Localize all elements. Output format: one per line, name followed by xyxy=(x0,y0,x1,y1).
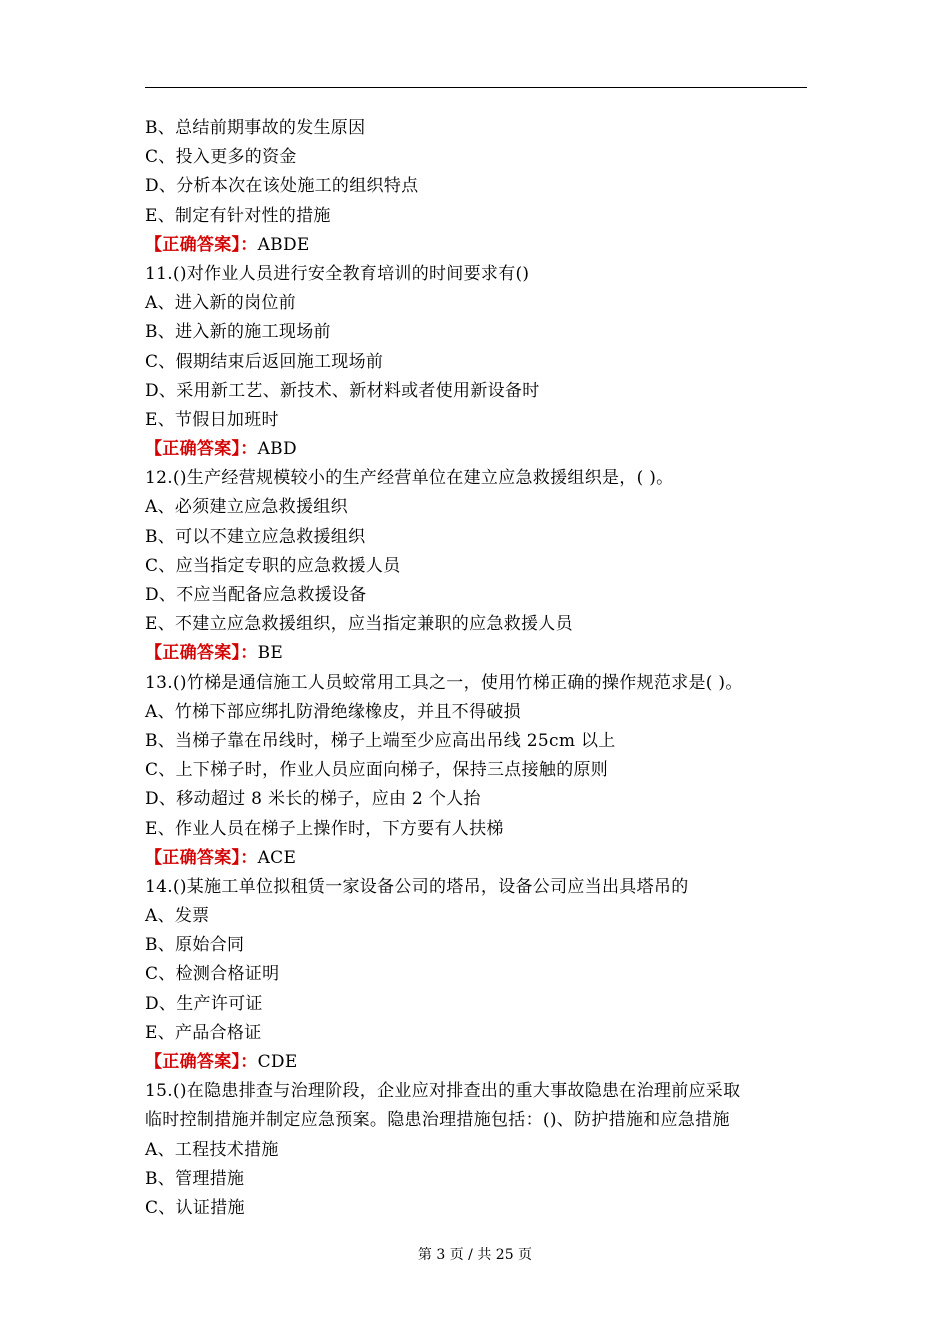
option-text: A、竹梯下部应绑扎防滑绝缘橡皮，并且不得破损 xyxy=(145,701,521,722)
option-text: D、不应当配备应急救援设备 xyxy=(145,585,367,605)
correct-answer-line xyxy=(145,435,810,464)
correct-answer-value: BE xyxy=(257,643,284,664)
option-text: E、节假日加班时 xyxy=(145,409,279,430)
option-text: C、应当指定专职的应急救援人员 xyxy=(145,555,401,576)
option-text: E、不建立应急救援组织，应当指定兼职的应急救援人员 xyxy=(145,614,573,635)
correct-answer-label: 【正确答案】： xyxy=(145,1052,258,1072)
option-text: B、当梯子靠在吊线时，梯子上端至少应高出吊线 25cm 以上 xyxy=(145,730,616,751)
header-rule xyxy=(145,87,807,88)
question-text: 临时控制措施并制定应急预案。隐患治理措施包括：()、防护措施和应急措施 xyxy=(145,1110,730,1131)
option-text: A、必须建立应急救援组织 xyxy=(145,497,348,518)
question-text: 15.()在隐患排查与治理阶段，企业应对排查出的重大事故隐患在治理前应采取 xyxy=(145,1081,741,1102)
correct-answer-value: ABDE xyxy=(257,234,310,255)
question-text: 11.()对作业人员进行安全教育培训的时间要求有() xyxy=(145,263,530,284)
option-text: D、分析本次在该处施工的组织特点 xyxy=(145,176,419,197)
option-text: A、进入新的岗位前 xyxy=(145,293,296,314)
correct-answer-line xyxy=(145,231,810,260)
option-text: C、假期结束后返回施工现场前 xyxy=(145,351,384,372)
correct-answer-value: CDE xyxy=(257,1052,298,1072)
page-footer: 第 3 页 / 共 25 页 xyxy=(417,1247,533,1263)
correct-answer-line xyxy=(145,639,810,668)
option-text: B、进入新的施工现场前 xyxy=(145,322,331,343)
document-body xyxy=(145,114,810,1223)
correct-answer-line xyxy=(145,844,810,873)
option-text: B、可以不建立应急救援组织 xyxy=(145,526,366,547)
option-text: E、制定有针对性的措施 xyxy=(145,205,331,226)
question-text: 14.()某施工单位拟租赁一家设备公司的塔吊，设备公司应当出具塔吊的 xyxy=(145,876,689,897)
option-text: D、采用新工艺、新技术、新材料或者使用新设备时 xyxy=(145,380,540,401)
option-text: D、生产许可证 xyxy=(145,993,263,1014)
option-text: C、上下梯子时，作业人员应面向梯子，保持三点接触的原则 xyxy=(145,760,609,781)
option-text: E、产品合格证 xyxy=(145,1022,262,1043)
correct-answer-line xyxy=(145,1048,810,1077)
option-text: C、检测合格证明 xyxy=(145,964,280,985)
option-text: C、认证措施 xyxy=(145,1197,245,1218)
option-text: A、发票 xyxy=(145,906,210,927)
option-text: B、原始合同 xyxy=(145,935,245,956)
option-text: A、工程技术措施 xyxy=(145,1139,279,1160)
option-text: B、管理措施 xyxy=(145,1168,245,1189)
correct-answer-label: 【正确答案】： xyxy=(145,847,258,868)
option-text: C、投入更多的资金 xyxy=(145,147,297,168)
correct-answer-label: 【正确答案】： xyxy=(145,234,258,255)
question-text: 13.()竹梯是通信施工人员蛟常用工具之一，使用竹梯正确的操作规范求是( )。 xyxy=(145,672,743,693)
question-text: 12.()生产经营规模较小的生产经营单位在建立应急救援组织是，( )。 xyxy=(145,468,674,489)
correct-answer-value: ACE xyxy=(257,847,297,868)
option-text: D、移动超过 8 米长的梯子，应由 2 个人抬 xyxy=(145,789,481,810)
correct-answer-label: 【正确答案】： xyxy=(145,643,258,664)
correct-answer-label: 【正确答案】： xyxy=(145,439,258,460)
option-text: B、总结前期事故的发生原因 xyxy=(145,118,366,138)
option-text: E、作业人员在梯子上操作时，下方要有人扶梯 xyxy=(145,818,504,839)
correct-answer-value: ABD xyxy=(257,439,297,460)
